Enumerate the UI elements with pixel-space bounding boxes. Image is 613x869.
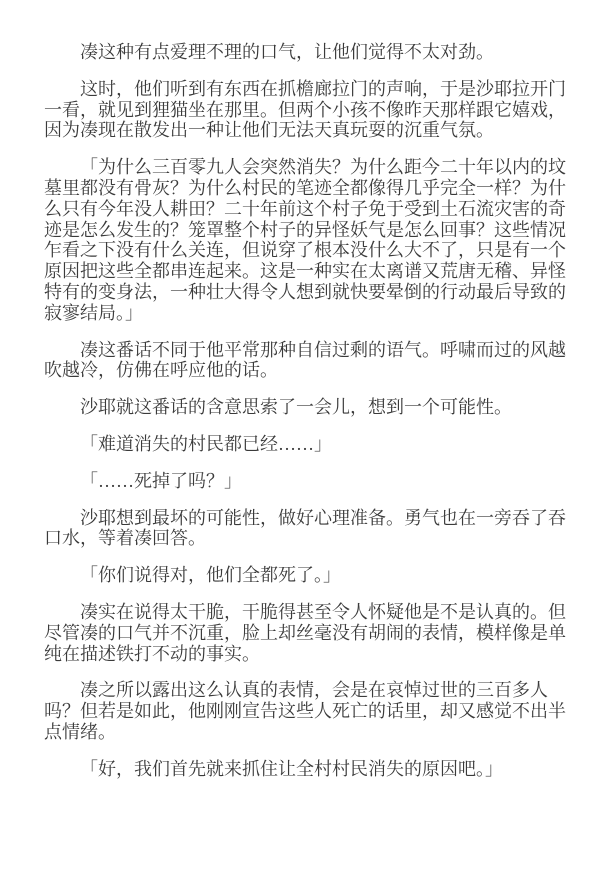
paragraph-2-narration: 这时，他们听到有东西在抓檐廊拉门的声响，于是沙耶拉开门一看，就见到狸猫坐在那里。但两个小孩不像昨天那样跟它嬉戏，因为凑现在散发出一种让他们无法天真玩耍的沉重气氛。 [44,78,566,141]
paragraph-4-narration: 凑这番话不同于他平常那种自信过剩的语气。呼啸而过的风越吹越冷，仿佛在呼应他的话。 [44,339,566,381]
paragraph-12-dialogue: 「好，我们首先就来抓住让全村村民消失的原因吧。」 [80,758,503,779]
paragraph-6-dialogue: 「难道消失的村民都已经……」 [80,433,332,454]
paragraph-8-narration: 沙耶想到最坏的可能性，做好心理准备。勇气也在一旁吞了吞口水，等着凑回答。 [44,507,566,549]
paragraph-5-narration: 沙耶就这番话的含意思索了一会儿，想到一个可能性。 [80,397,512,418]
paragraph-3-dialogue: 「为什么三百零九人会突然消失？为什么距今二十年以内的坟墓里都没有骨灰？为什么村民的笔迹全都像得几乎完全一样？为什么只有今年没人耕田？二十年前这个村子免于受到土石流灾害的奇迹是怎么发生的？笼罩整个村子的异怪妖气是怎么回事？这些情况乍看之下没有什么关连，但说穿了根本没什么大不了，只是有一个原因把这些全都串连起来。这是一种实在太离谱又荒唐无稽、异怪特有的变身法，一种壮大得令人想到就快要晕倒的行动最后导致的寂寥结局。」 [44,157,566,323]
paragraph-1-narration: 凑这种有点爱理不理的口气，让他们觉得不太对劲。 [80,42,494,62]
paragraph-9-dialogue: 「你们说得对，他们全都死了。」 [80,565,341,586]
paragraph-7-dialogue: 「……死掉了吗？」 [80,470,242,491]
paragraph-10-narration: 凑实在说得太干脆，干脆得甚至令人怀疑他是不是认真的。但尽管凑的口气并不沉重，脸上却丝毫没有胡闹的表情，模样像是单纯在描述铁打不动的事实。 [44,601,566,664]
paragraph-11-narration: 凑之所以露出这么认真的表情，会是在哀悼过世的三百多人吗？但若是如此，他刚刚宣告这些人死亡的话里，却又感觉不出半点情绪。 [44,680,566,742]
